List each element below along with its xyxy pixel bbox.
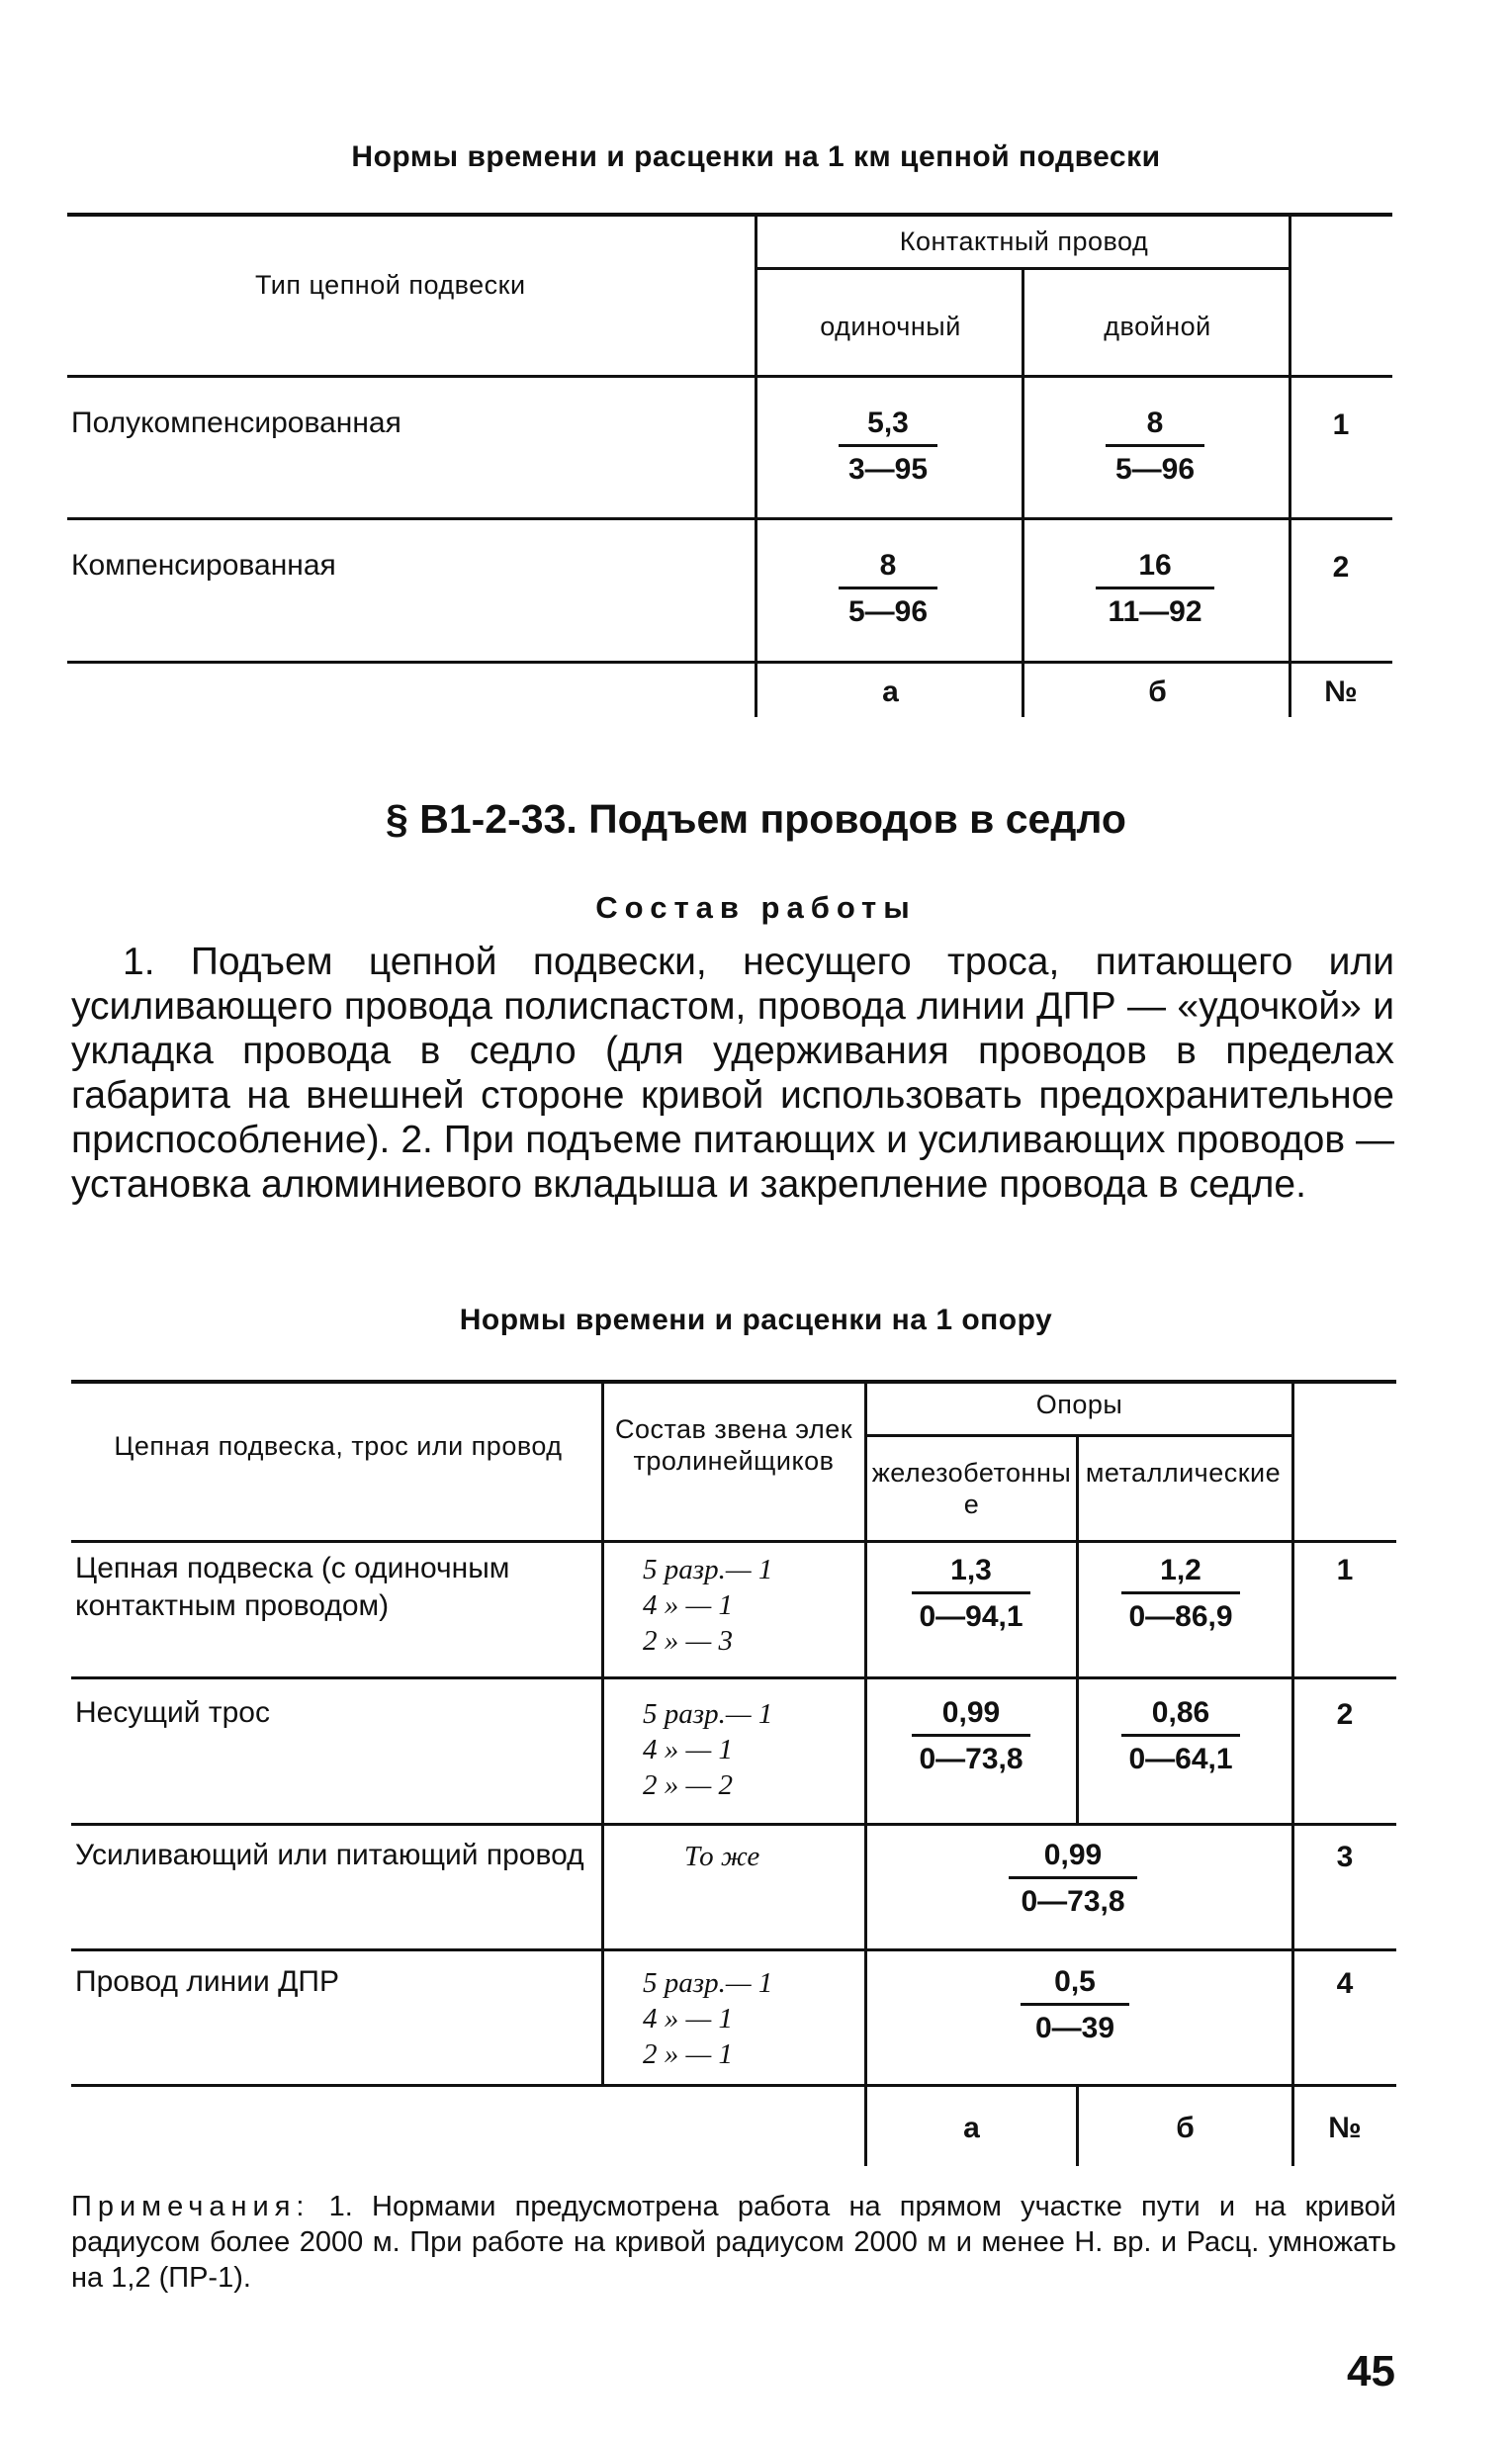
table2-row2-b: 0,86 0—64,1 [1121, 1696, 1240, 1776]
table2-row1-rule [71, 1676, 1396, 1679]
table2-title: Нормы времени и расценки на 1 опору [459, 1304, 1053, 1336]
table2-row1-a: 1,3 0—94,1 [912, 1554, 1030, 1634]
table2-row1-no: 1 [1336, 1554, 1354, 1586]
table1 [67, 213, 1392, 717]
table2-foot-b: б [1176, 2112, 1195, 2144]
table1-row1-a: 5,3 3—95 [839, 407, 937, 487]
table1-bottom-rule [67, 661, 1392, 664]
table2-row1-sostav: 5 разр.— 1 4 » — 1 2 » — 3 [643, 1554, 773, 1657]
table2-header-rule [71, 1540, 1396, 1543]
table2-row2-no: 2 [1336, 1698, 1354, 1731]
notes-lead: Примечания: [71, 2191, 311, 2222]
table2-top-rule [71, 1380, 1396, 1384]
table2-row3-merged: 0,99 0—73,8 [1009, 1839, 1137, 1919]
table1-foot-b: б [1148, 676, 1167, 708]
table2-bottom-rule [71, 2084, 1396, 2087]
table2-col-b: металлические [1085, 1458, 1282, 1488]
table1-row1-b: 8 5—96 [1106, 407, 1204, 487]
table2-row4-sostav: 5 разр.— 1 4 » — 1 2 » — 1 [643, 1967, 773, 2070]
table1-row1-no: 1 [1332, 408, 1350, 441]
table1-col-type: Тип цепной подвески [255, 270, 526, 300]
table1-row2-a: 8 5—96 [839, 549, 937, 629]
table1-vline-1 [755, 213, 757, 717]
table2-col-group: Опоры [1035, 1390, 1123, 1419]
notes [71, 2189, 1396, 2296]
table2-foot-no: № [1328, 2112, 1362, 2144]
table1-header-rule [67, 375, 1392, 378]
table1-row2-b: 16 11—92 [1096, 549, 1214, 629]
table2-col-sostav: Состав звена электролинейщиков [614, 1414, 853, 1476]
table1-title: Нормы времени и расценки на 1 км цепной подвески [351, 140, 1161, 173]
table1-foot-no: № [1324, 676, 1358, 708]
table2-col-type: Цепная подвеска, трос или провод [114, 1431, 563, 1461]
table2-vline-4 [1291, 1380, 1294, 2166]
section-subheading: Состав работы [595, 890, 917, 925]
section-heading: § В1-2-33. Подъем проводов в седло [386, 796, 1126, 842]
section-body: 1. Подъем цепной подвески, несущего троса, питающего или усиливающего провода полиспастом, провода линии ДПР — «удочкой» и укладка провода в седло (для удерживания проводов в пределах габарита на внешней стороне кривой использовать предохранительное приспособление). 2. При подъеме питающих и усиливающих проводов — установка алюминиевого вкладыша и закрепление провода в седле. [71, 941, 1394, 1206]
table2-row4-name: Провод линии ДПР [75, 1965, 339, 1998]
table2-row2-rule [71, 1823, 1396, 1826]
table2-row2-a: 0,99 0—73,8 [912, 1696, 1030, 1776]
table2-row3-rule [71, 1948, 1396, 1951]
table1-row2-name: Компенсированная [71, 549, 336, 582]
table1-col-a: одиночный [820, 312, 961, 341]
table1-vline-2 [1022, 268, 1024, 717]
table2-row3-sostav: То же [684, 1841, 760, 1872]
page-number: 45 [1347, 2347, 1395, 2396]
table1-foot-a: а [882, 676, 899, 708]
table1-row1-name: Полукомпенсированная [71, 407, 401, 439]
table2-row1-b: 1,2 0—86,9 [1121, 1554, 1240, 1634]
table1-vline-3 [1289, 213, 1291, 717]
table2-row2-name: Несущий трос [75, 1696, 270, 1729]
table2-foot-a: а [963, 2112, 980, 2144]
table2-row3-name: Усиливающий или питающий провод [75, 1839, 584, 1871]
table1-row2-no: 2 [1332, 551, 1350, 584]
notes-text: 1. Нормами предусмотрена работа на прямом участке пути и на кривой радиусом более 2000 м. При работе на кривой радиусом 2000 м и менее Н. вр. и Расц. умножать на 1,2 (ПР-1). [71, 2191, 1396, 2294]
table1-col-group: Контактный провод [899, 226, 1149, 256]
table1-top-rule [67, 213, 1392, 217]
table1-row-rule [67, 517, 1392, 520]
table2-row4-merged: 0,5 0—39 [1021, 1965, 1129, 2045]
table2-row3-no: 3 [1336, 1841, 1354, 1873]
table2-vline-2 [864, 1380, 867, 2166]
table2 [71, 1380, 1396, 2171]
table2-row2-sostav: 5 разр.— 1 4 » — 1 2 » — 2 [643, 1698, 773, 1801]
table2-row4-no: 4 [1336, 1967, 1354, 2000]
table1-col-b: двойной [1104, 312, 1211, 341]
table2-vline-1 [601, 1380, 604, 2086]
table2-row1-name: Цепная подвеска (с одиночным контактным проводом) [75, 1552, 510, 1622]
table2-col-a: железобетонные [871, 1458, 1072, 1519]
table2-vline-3 [1076, 1435, 1079, 1825]
